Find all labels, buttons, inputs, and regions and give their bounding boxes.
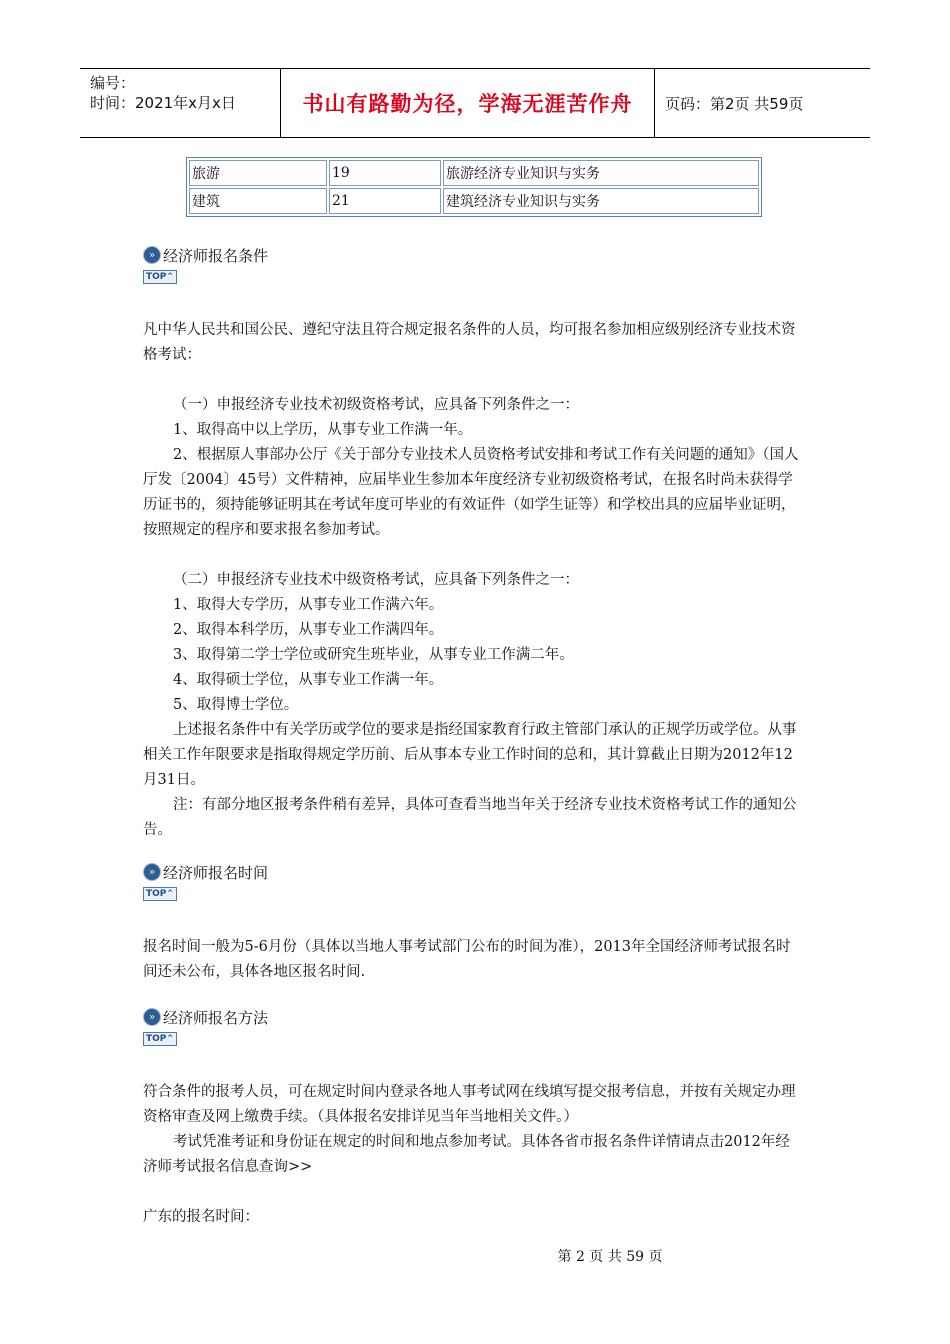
- top-button[interactable]: TOP ⌃: [143, 1032, 177, 1046]
- page-footer: [0, 1246, 950, 1266]
- exam-subject-table: [186, 157, 762, 217]
- note-paragraph: 注：有部分地区报考条件稍有差异，具体可查看当地当年关于经济专业技术资格考试工作的通知公告。: [143, 797, 797, 838]
- table-cell: 19: [329, 160, 441, 186]
- section-title-text: 经济师报名方法: [163, 1008, 269, 1027]
- method-paragraph: 符合条件的报考人员，可在规定时间内登录各地人事考试网在线填写提交报考信息，并按有关规定办理资格审查及网上缴费手续。（具体报名安排详见当年当地相关文件。）: [143, 1084, 796, 1125]
- section-title: [143, 245, 268, 265]
- double-arrow-icon: »: [143, 863, 161, 881]
- time-paragraph: 报名时间一般为5-6月份（具体以当地人事考试部门公布的时间为准），2013年全国经济师考试报名时间还未公布，具体各地区报名时间.: [143, 939, 791, 980]
- method-body: [143, 1080, 803, 1230]
- table-row: [189, 160, 759, 186]
- footer-page-number: 第 2 页 共 59 页: [557, 1249, 663, 1265]
- conditions-body: [143, 318, 803, 843]
- section-conditions: [143, 245, 268, 284]
- section-title: [143, 862, 268, 882]
- section-title-text: 经济师报名时间: [163, 863, 269, 882]
- mid-item: 5、取得博士学位。: [173, 697, 299, 713]
- number-label: 编号：: [90, 74, 136, 92]
- mid-item: 3、取得第二学士学位或研究生班毕业，从事专业工作满二年。: [173, 647, 574, 663]
- mid-title: （二）申报经济专业技术中级资格考试，应具备下列条件之一：: [173, 572, 579, 588]
- table-cell: 旅游经济专业知识与实务: [443, 160, 759, 186]
- section-title: [143, 1007, 268, 1027]
- time-body: [143, 935, 803, 985]
- double-arrow-icon: »: [143, 246, 161, 264]
- header-motto: 书山有路勤为径，学海无涯苦作舟: [281, 69, 655, 137]
- junior-item: 2、根据原人事部办公厅《关于部分专业技术人员资格考试安排和考试工作有关问题的通知》（国人厅发〔2004〕45号）文件精神，应届毕业生参加本年度经济专业初级资格考试，在报名时尚未获得学历证书的，须持能够证明其在考试年度可毕业的有效证件（如学生证等）和学校出具的应届毕业证明，按照规定的程序和要求报名参加考试。: [143, 447, 799, 538]
- note-paragraph: 上述报名条件中有关学历或学位的要求是指经国家教育行政主管部门承认的正规学历或学位。从事相关工作年限要求是指取得规定学历前、后从事本专业工作时间的总和，其计算截止日期为2012年12月31日。: [143, 722, 797, 788]
- section-method: [143, 1007, 268, 1046]
- table-cell: 建筑经济专业知识与实务: [443, 188, 759, 214]
- intro-paragraph: 凡中华人民共和国公民、遵纪守法且符合规定报名条件的人员，均可报名参加相应级别经济专业技术资格考试：: [143, 322, 796, 363]
- header-meta: [80, 69, 281, 137]
- mid-item: 4、取得硕士学位，从事专业工作满一年。: [173, 672, 444, 688]
- table-cell: 21: [329, 188, 441, 214]
- section-time: [143, 862, 268, 901]
- table-cell: 建筑: [189, 188, 327, 214]
- junior-item: 1、取得高中以上学历，从事专业工作满一年。: [173, 422, 473, 438]
- time-label: 时间：2021年x月x日: [90, 94, 236, 112]
- junior-title: （一）申报经济专业技术初级资格考试，应具备下列条件之一：: [173, 397, 579, 413]
- page-header: [80, 68, 870, 138]
- top-button[interactable]: TOP ⌃: [143, 270, 177, 284]
- table-cell: 旅游: [189, 160, 327, 186]
- method-paragraph-link[interactable]: 考试凭准考证和身份证在规定的时间和地点参加考试。具体各省市报名条件详情请点击2012年经济师考试报名信息查询>>: [143, 1134, 790, 1175]
- header-page-label: 页码：第2页 共59页: [665, 94, 804, 113]
- table-row: [189, 188, 759, 214]
- guangdong-label: 广东的报名时间：: [143, 1209, 259, 1225]
- double-arrow-icon: »: [143, 1008, 161, 1026]
- mid-item: 1、取得大专学历，从事专业工作满六年。: [173, 597, 444, 613]
- top-button[interactable]: TOP ⌃: [143, 887, 177, 901]
- mid-item: 2、取得本科学历，从事专业工作满四年。: [173, 622, 444, 638]
- section-title-text: 经济师报名条件: [163, 246, 269, 265]
